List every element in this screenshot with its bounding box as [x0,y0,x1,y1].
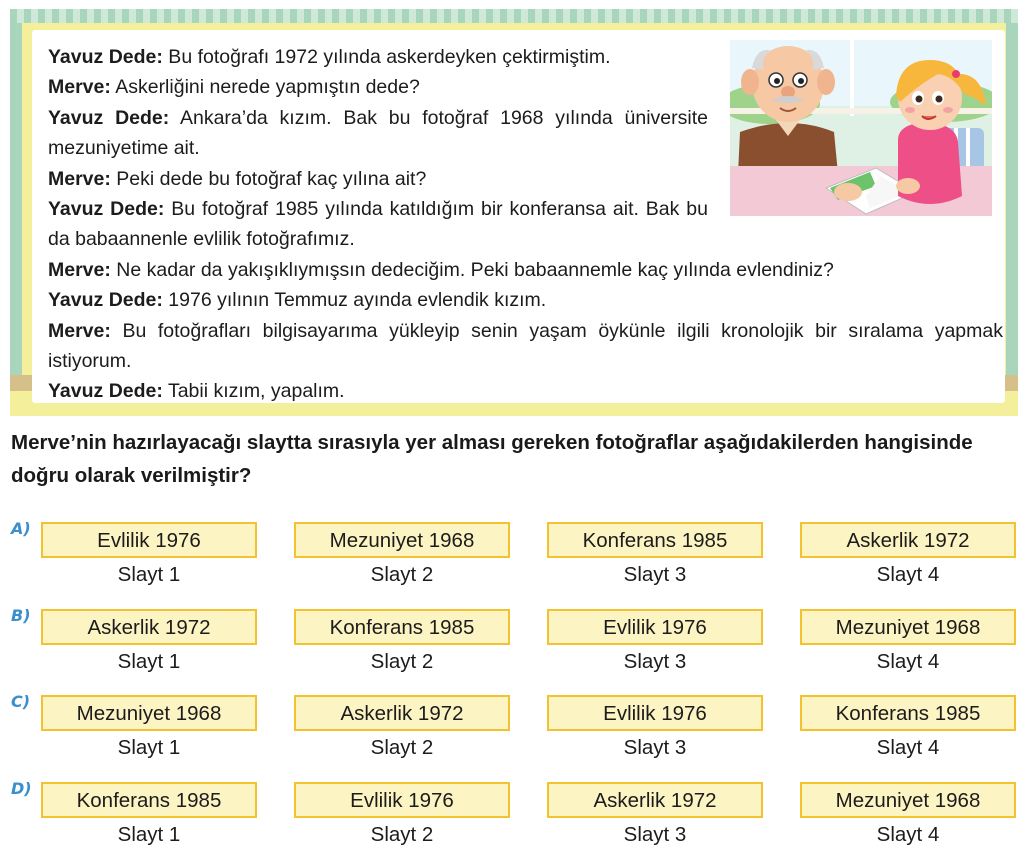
slide-label: Slayt 3 [623,650,687,673]
dialogue-speech: Tabii kızım, yapalım. [162,380,345,403]
dialogue-speech: Peki dede bu fotoğraf kaç yılına ait? [110,167,427,190]
slide-label: Slayt 1 [117,650,181,673]
slide-card [800,522,1016,588]
slide-label: Slayt 4 [876,650,940,673]
slide-label: Slayt 2 [370,650,434,673]
slide-label: Slayt 1 [117,736,181,759]
slide-label: Slayt 4 [876,736,940,759]
dialogue-speech: Ne kadar da yakışıklıymışsın dedeciğim. Peki babaannemle kaç yılında evlendiniz? [110,258,834,281]
slide-label: Slayt 1 [117,563,181,586]
option-b[interactable] [0,606,1030,689]
slide-title: Konferans 1985 [41,782,257,818]
speaker-name: Yavuz Dede: [48,198,165,221]
slide-label: Slayt 2 [370,563,434,586]
speaker-name: Yavuz Dede: [48,380,163,403]
frame-left-strip [10,23,22,375]
slide-card [41,695,257,761]
speaker-name: Yavuz Dede: [48,106,170,129]
dialogue-line [48,255,1003,285]
dialogue-speech: Bu fotoğraf 1985 yılında katıldığım bir konferansa ait. Bak bu da babaannenle evlilik fotoğrafımız. [48,198,708,251]
question-text: Merve’nin hazırlayacağı slaytta sırasıyla yer alması gereken fotoğraflar aşağıdakilerden hangisinde doğru olarak verilmiştir? [11,431,973,487]
dialogue-speech: Bu fotoğrafları bilgisayarıma yükleyip senin yaşam öykünle ilgili kronolojik bir sıralama yapmak istiyorum. [48,319,1003,373]
option-letter: B) [11,606,31,625]
speaker-name: Merve: [48,76,111,99]
slide-card [294,609,510,675]
slide-card [41,609,257,675]
slide-title: Askerlik 1972 [41,609,257,645]
dialogue-speech: Askerliğini nerede yapmıştın dede? [110,76,420,99]
slide-title: Mezuniyet 1968 [294,522,510,558]
option-a[interactable] [0,519,1030,602]
slide-label: Slayt 4 [876,823,940,846]
slide-label: Slayt 2 [370,823,434,846]
speaker-name: Yavuz Dede: [48,289,163,312]
slide-label: Slayt 4 [876,563,940,586]
speaker-name: Merve: [48,167,111,190]
slide-card [547,522,763,588]
grandfather-and-granddaughter-reading-illustration [730,36,992,216]
option-letter: D) [11,779,32,798]
slide-card [41,782,257,848]
slide-label: Slayt 1 [117,823,181,846]
slide-title: Evlilik 1976 [41,522,257,558]
slide-card [294,522,510,588]
slide-label: Slayt 2 [370,736,434,759]
slide-title: Mezuniyet 1968 [41,695,257,731]
option-c[interactable] [0,692,1030,775]
slide-title: Evlilik 1976 [547,609,763,645]
frame-right-strip [1006,23,1018,375]
slide-title: Evlilik 1976 [294,782,510,818]
slide-title: Askerlik 1972 [800,522,1016,558]
slide-title: Askerlik 1972 [294,695,510,731]
slide-card [547,609,763,675]
slide-card [800,782,1016,848]
option-d[interactable] [0,779,1030,862]
slide-label: Slayt 3 [623,823,687,846]
slide-title: Konferans 1985 [294,609,510,645]
speaker-name: Merve: [48,319,111,342]
slide-title: Konferans 1985 [547,522,763,558]
dialogue-line [48,285,1003,315]
dialogue-line [48,194,708,255]
slide-title: Mezuniyet 1968 [800,782,1016,818]
dialogue-line [48,316,1003,377]
frame-top-strip [10,9,1018,23]
speaker-name: Yavuz Dede: [48,46,163,68]
option-letter: A) [11,519,31,538]
slide-title: Askerlik 1972 [547,782,763,818]
option-letter: C) [11,692,31,711]
slide-label: Slayt 3 [623,736,687,759]
dialogue-line [48,103,708,164]
dialogue-speech: Ankara’da kızım. Bak bu fotoğraf 1968 yılında üniversite mezuniyetime ait. [48,106,708,160]
slide-card [547,695,763,761]
slide-label: Slayt 3 [623,563,687,586]
dialogue-speech: 1976 yılının Temmuz ayında evlendik kızım. [162,289,547,312]
slide-card [800,609,1016,675]
slide-title: Konferans 1985 [800,695,1016,731]
slide-card [547,782,763,848]
dialogue-line [48,376,1003,406]
slide-card [294,695,510,761]
slide-card [41,522,257,588]
slide-title: Mezuniyet 1968 [800,609,1016,645]
speaker-name: Merve: [48,258,111,281]
slide-card [294,782,510,848]
dialogue-speech: Bu fotoğrafı 1972 yılında askerdeyken çektirmiştim. [162,46,611,68]
slide-card [800,695,1016,761]
slide-title: Evlilik 1976 [547,695,763,731]
